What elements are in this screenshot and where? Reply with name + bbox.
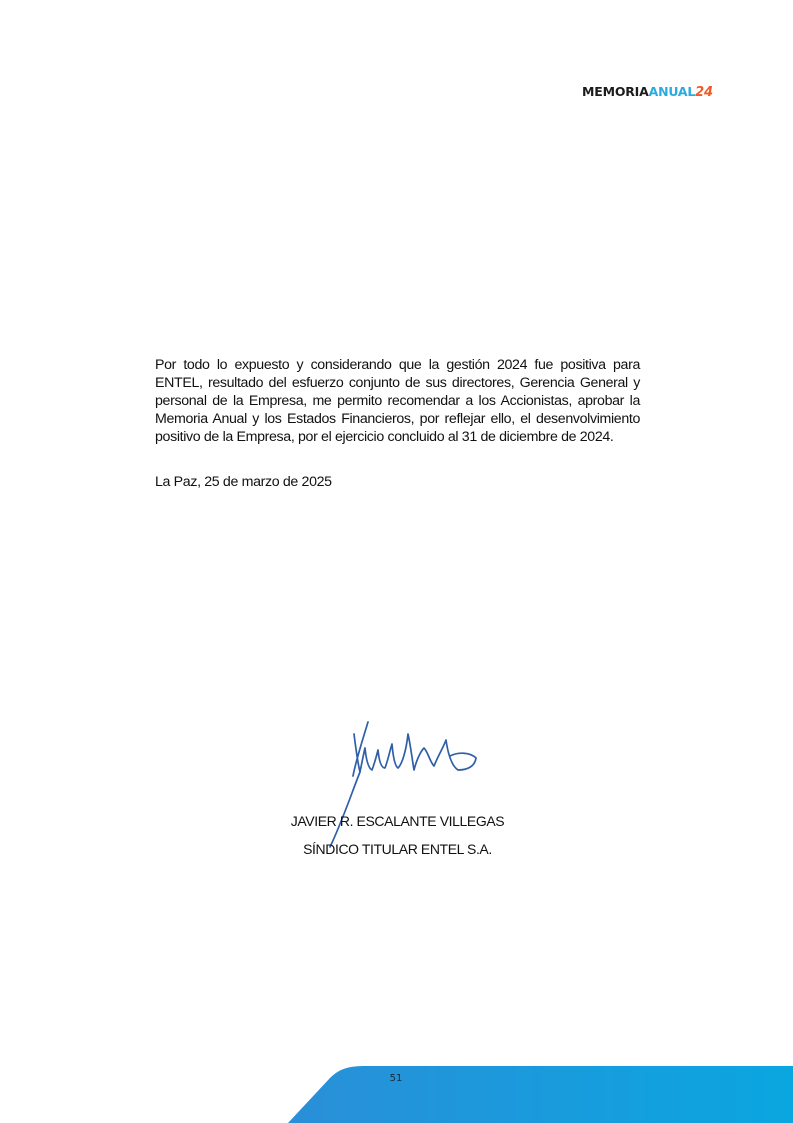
signer-name: JAVIER R. ESCALANTE VILLEGAS (290, 813, 505, 829)
logo-year-text: 24 (695, 85, 713, 100)
signer-title: SÍNDICO TITULAR ENTEL S.A. (303, 841, 492, 857)
handwritten-signature (320, 712, 490, 862)
page-number: 51 (389, 1073, 403, 1084)
memoria-anual-logo (582, 84, 713, 100)
closing-paragraph: Por todo lo expuesto y considerando que la gestión 2024 fue positiva para ENTEL, resultado del esfuerzo conjunto de sus directores, Gerencia General y personal de la Empresa, me permito recomendar a los Accionistas, aprobar la Memoria Anual y los Estados Financieros, por reflejar ello, el desenvolvimiento positivo de la Empresa, por el ejercicio concluido al 31 de diciembre de 2024. (155, 357, 640, 445)
logo-memoria-text: MEMORIA (582, 84, 649, 99)
footer-decorative-band (0, 1062, 793, 1123)
logo-anual-text: ANUAL (648, 84, 696, 99)
place-and-date: La Paz, 25 de marzo de 2025 (155, 474, 332, 490)
